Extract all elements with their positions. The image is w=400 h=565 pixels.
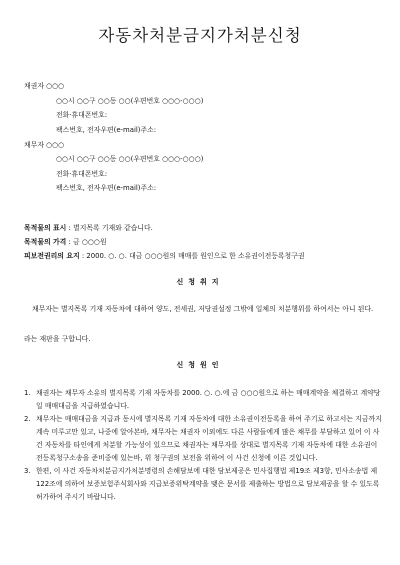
object-row xyxy=(24,224,153,233)
right-row xyxy=(24,252,305,261)
object-label: 목적물의 표시 xyxy=(24,224,67,232)
reason-item-3 xyxy=(24,465,382,504)
debtor-address: ○○시 ○○구 ○○동 ○○(우편번호 ○○○-○○○) xyxy=(56,155,204,163)
purpose-heading: 신청취지 xyxy=(176,278,224,286)
price-row xyxy=(24,238,107,247)
object-value: : 별지목록 기재와 같습니다. xyxy=(68,224,153,232)
reasons-list xyxy=(24,387,382,504)
debtor-fax-email: 팩스번호, 전자우편(e-mail)주소: xyxy=(56,184,157,192)
reason-text: 채무자는 매매대금을 지급과 동시에 별지목록 기재 자동차에 대한 소유권이전등록을 하여 주기로 하고서는 지금까지 계속 미루고만 있고, 나중에 알아본바, 채무자는 채권자 이외에도 다른 사람들에게 많은 채무를 부담하고 있어 이 사건 자동차를 타인에게 처분할 가능성이 있으므로 채권자는 채무자를 상대로 별지목록 기재 자동차에 대한 소유권이전등록청구소송을 준비중에 있는바, 위 청구권의 보전을 위하여 이 사건 신청에 이른 것입니다. xyxy=(36,415,382,462)
reason-text: 채권자는 채무자 소유의 별지목록 기재 자동차를 2000. ○. ○.에 금 ○○○원으로 하는 매매계약을 체결하고 계약당일 매매대금을 지급하였습니다. xyxy=(36,389,381,410)
debtor-phone: 전화·휴대폰번호: xyxy=(56,170,108,178)
price-value: : 금 ○○○원 xyxy=(68,238,107,246)
reason-number: 2. xyxy=(24,415,31,423)
creditor-phone: 전화·휴대폰번호: xyxy=(56,111,108,119)
purpose-closing: 라는 재판을 구합니다. xyxy=(24,335,91,343)
creditor-label: 채권자 ○○○ xyxy=(24,82,65,90)
creditor-fax-email: 팩스번호, 전자우편(e-mail)주소: xyxy=(56,126,157,134)
document-title: 자동차처분금지가처분신청 xyxy=(98,26,302,45)
creditor-address: ○○시 ○○구 ○○동 ○○(우편번호 ○○○-○○○) xyxy=(56,97,204,105)
reasons-heading: 신청원인 xyxy=(176,361,224,369)
reason-item-1 xyxy=(24,387,382,413)
purpose-body: 채무자는 별지목록 기재 자동차에 대하여 양도, 전세권, 저당권설정 그밖에 일체의 처분행위를 하여서는 아니 된다. xyxy=(32,305,374,313)
reason-text: 한편, 이 사건 자동차처분금지가처분명령의 손해담보에 대한 담보제공은 민사집행법 제19조 제3항, 민사소송법 제122조에 의하여 보증보험주식회사와 지급보증위탁계약을 맺은 문서를 제출하는 방법으로 담보제공을 할 수 있도록 허가하여 주시기 바랍니다. xyxy=(36,467,380,501)
price-label: 목적물의 가격 xyxy=(24,238,67,246)
reason-number: 1. xyxy=(24,389,31,397)
debtor-label: 채무자 ○○○ xyxy=(24,141,65,149)
reason-item-2 xyxy=(24,413,382,465)
reason-number: 3. xyxy=(24,467,31,475)
right-value: : 2000. ○. ○. 대금 ○○○원의 매매를 원인으로 한 소유권이전등록청구권 xyxy=(81,252,305,260)
right-label: 피보전권리의 요지 xyxy=(24,252,80,260)
